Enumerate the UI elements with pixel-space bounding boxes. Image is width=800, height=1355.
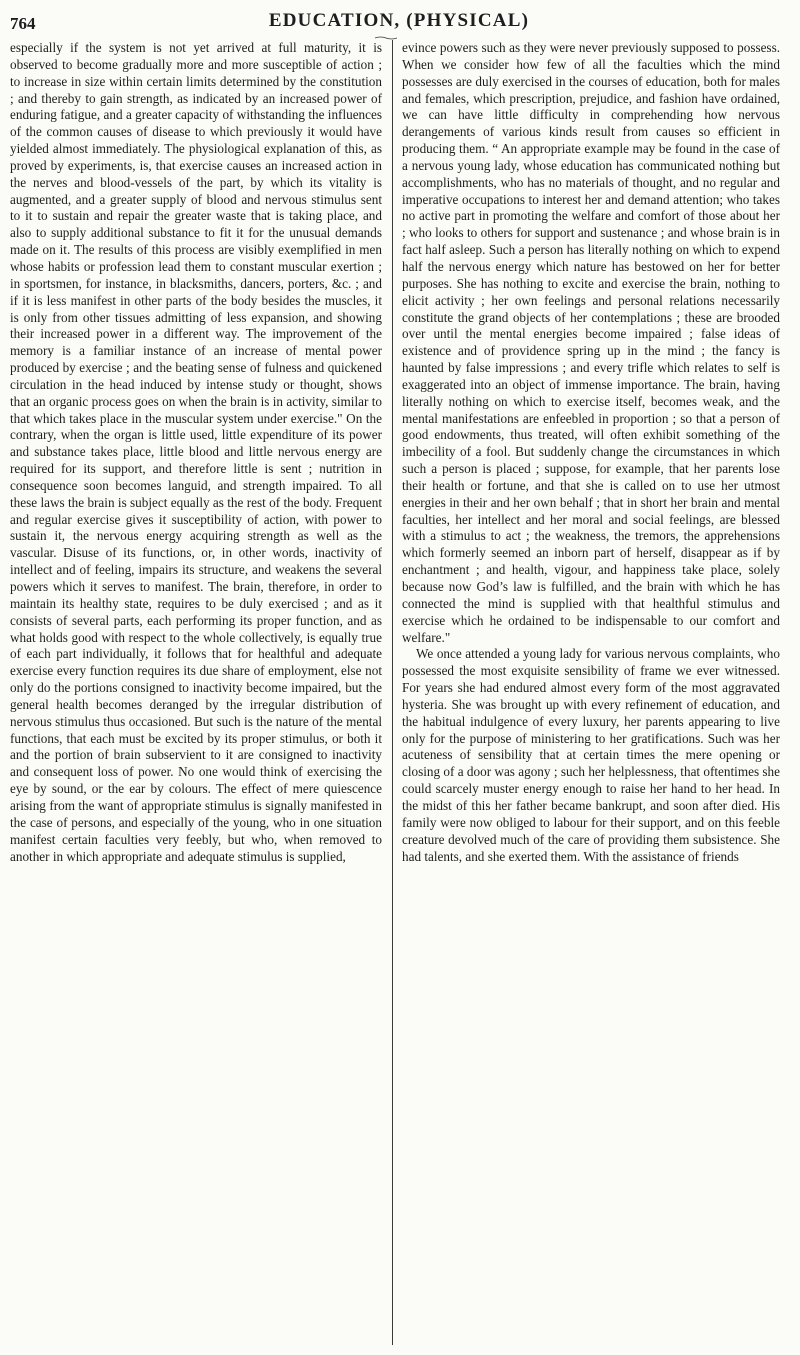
- right-paragraph-2: We once attended a young lady for various nervous complaints, who possessed the most exquisite sensibility of frame we ever witnessed. For years she had endured almost every form of the most aggravated hysteria. She was brought up with every refinement of education, and the habitual indulgence of every luxury, her parents appearing to live only for the purpose of ministering to her gratifications. Such was her acuteness of sensibility that at certain times the mere opening or closing of a door was agony ; such her helplessness, that oftentimes she could scarcely muster energy enough to raise her hand to her head. In the midst of this her father became bankrupt, and soon after died. His family were now obliged to labour for their support, and on this feeble creature devolved much of the care of providing them subsistence. She had talents, and she exerted them. With the assistance of friends: [402, 646, 780, 864]
- running-title: EDUCATION, (PHYSICAL): [268, 10, 530, 31]
- right-paragraph-1: evince powers such as they were never previously supposed to possess. When we consider how few of all the faculties which the mind possesses are duly exercised in the courses of education, both for males and females, which prescription, prejudice, and fashion have ordained, we can have little difficulty in comprehending how nervous derangements of various kinds result from causes so efficient in producing them. “ An appropriate example may be found in the case of a nervous young lady, whose education has communicated nothing but accomplishments, who has no materials of thought, and no regular and imperative occupations to interest her and demand attention; who takes no active part in promoting the welfare and comfort of those about her ; who looks to others for support and sustenance ; and whose brain is in fact half asleep. Such a person has literally nothing on which to expend half the nervous energy which nature has bestowed on her for better purposes. She has nothing to excite and exercise the brain, nothing to elicit activity ; her own feelings and personal relations necessarily constitute the grand objects of her contemplations ; these are brooded over until the mental energies become impaired ; false ideas of existence and of providence spring up in the mind ; the fancy is haunted by false impressions ; and every trifle which relates to self is exaggerated into an object of immense importance. The brain, having literally nothing on which to exercise itself, becomes weak, and the mental manifestations are enfeebled in proportion ; so that a person of good endowments, thus treated, will often exhibit something of the imbecility of a fool. But suddenly change the circumstances in which such a person is placed ; suppose, for example, that her parents lose their health or fortune, and that she is called on to use her utmost energies in their and her own behalf ; that in short her brain and mental faculties, her intellect and her moral and social feelings, are blessed with a stimulus to act ; the weakness, the tremors, the apprehensions which formerly seemed an inborn part of herself, disappear as if by enchantment ; and health, vigour, and happiness take place, solely because now God’s law is fulfilled, and the brain with which he has connected the mind is supplied with that healthful stimulus and exercise which he ordained to be indispensable to our comfort and welfare.": [402, 40, 780, 645]
- page-number: 764: [10, 14, 36, 33]
- right-column: [402, 40, 780, 865]
- column-divider: [392, 40, 393, 1345]
- left-paragraph-1: especially if the system is not yet arrived at full maturity, it is observed to become gradually more and more susceptible of action ; to increase in size within certain limits determined by the constitution ; and thereby to gain strength, as indicated by an increased power of enduring fatigue, and a greater capacity of withstanding the influences of the common causes of disease to which previously it would have yielded almost immediately. The physiological explanation of this, as proved by experiments, is, that exercise causes an increased action in the nerves and blood-vessels of the part, by which its vitality is augmented, and a greater supply of blood and nervous stimulus sent to it to sustain and repair the greater waste that is taking place, and also to supply additional substance to fit it for the unusual demands made on it. The results of this process are visibly exemplified in men whose habits or profession lead them to constant muscular exertion ; in sportsmen, for instance, in blacksmiths, dancers, porters, &c. ; and if it is less manifest in other parts of the body besides the muscles, it is only from other tissues admitting of less expansion, and showing their increased power in a different way. The improvement of the memory is a familiar instance of an increase of mental power produced by exercise ; and the beating sense of fulness and quickened circulation in the head induced by intense study or thought, shows that an organic process goes on when the brain is in activity, similar to that which takes place in the muscular system under exercise." On the contrary, when the organ is little used, little expenditure of its power and substance takes place, little blood and little nervous energy are required for its support, and therefore little is sent ; nutrition in consequence soon becomes languid, and strength impaired. To all these laws the brain is subject equally as the rest of the body. Frequent and regular exercise gives it susceptibility of action, with power to sustain it, the nervous energy acquiring strength as well as the vascular. Disuse of its functions, or, in other words, inactivity of intellect and of feeling, impairs its structure, and weakens the several powers which it serves to manifest. The brain, therefore, in order to maintain its healthy state, requires to be duly exercised ; and as it consists of several parts, each performing its proper function, and as what holds good with respect to the whole collectively, is equally true of each part individually, it follows that for healthful and adequate exercise every function requires its due share of employment, else not only do the portions consigned to inactivity become impaired, but the general health becomes deranged by the irregular distribution of nervous stimulus thus occasioned. But such is the nature of the mental functions, that each must be excited by its proper stimulus, or both it and the portion of brain subservient to it are consigned to inactivity and consequent loss of power. No one would think of exercising the eye by sound, or the ear by colours. The effect of mere quiescence arising from the want of appropriate stimulus is signally manifested in the case of persons, and especially of the young, who in one situation manifest certain faculties very feebly, but who, when removed to another in which appropriate and adequate stimulus is supplied,: [10, 40, 382, 864]
- left-column: [10, 40, 382, 865]
- page-header: [10, 10, 788, 36]
